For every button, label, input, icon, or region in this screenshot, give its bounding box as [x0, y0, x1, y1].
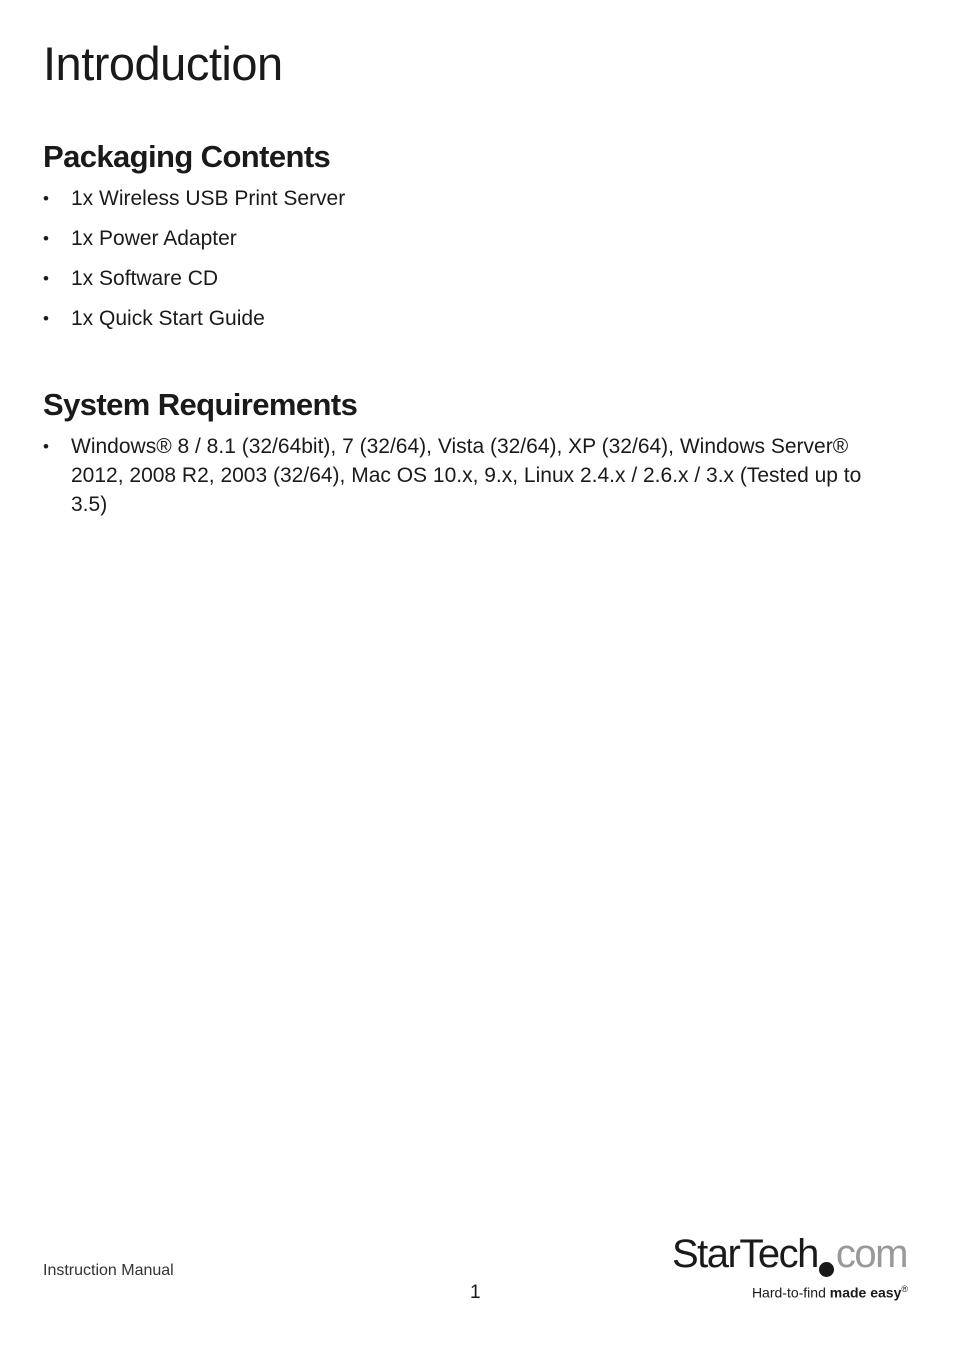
logo-wordmark: [672, 1232, 907, 1277]
logo-tagline-bold: made easy: [829, 1284, 902, 1301]
system-requirements-list: [43, 432, 873, 519]
logo-tagline-plain: Hard-to-find: [751, 1284, 826, 1301]
logo-registered-mark: ®: [901, 1284, 908, 1294]
list-item: • 1x Power Adapter: [43, 224, 345, 253]
startech-logo: [672, 1232, 912, 1304]
list-item: • 1x Software CD: [43, 264, 345, 293]
logo-dot-icon: [819, 1262, 834, 1277]
packaging-contents-list: [43, 184, 345, 344]
list-item: • Windows® 8 / 8.1 (32/64bit), 7 (32/64), Vista (32/64), XP (32/64), Windows Server® 2012, 2008 R2, 2003 (32/64), Mac OS 10.x, 9.x, Linux 2.4.x / 2.6.x / 3.x (Tested up to 3.5): [43, 432, 873, 519]
list-item: • 1x Wireless USB Print Server: [43, 184, 345, 213]
system-requirements-heading: System Requirements: [43, 387, 358, 422]
logo-brand: StarTech: [672, 1232, 818, 1276]
footer-manual-label: Instruction Manual: [43, 1262, 174, 1279]
logo-tagline: [752, 1284, 908, 1301]
list-item: • 1x Quick Start Guide: [43, 304, 345, 333]
page-number: 1: [470, 1282, 481, 1303]
page-title: Introduction: [43, 37, 283, 90]
logo-suffix: com: [835, 1232, 907, 1276]
packaging-contents-heading: Packaging Contents: [43, 139, 331, 174]
